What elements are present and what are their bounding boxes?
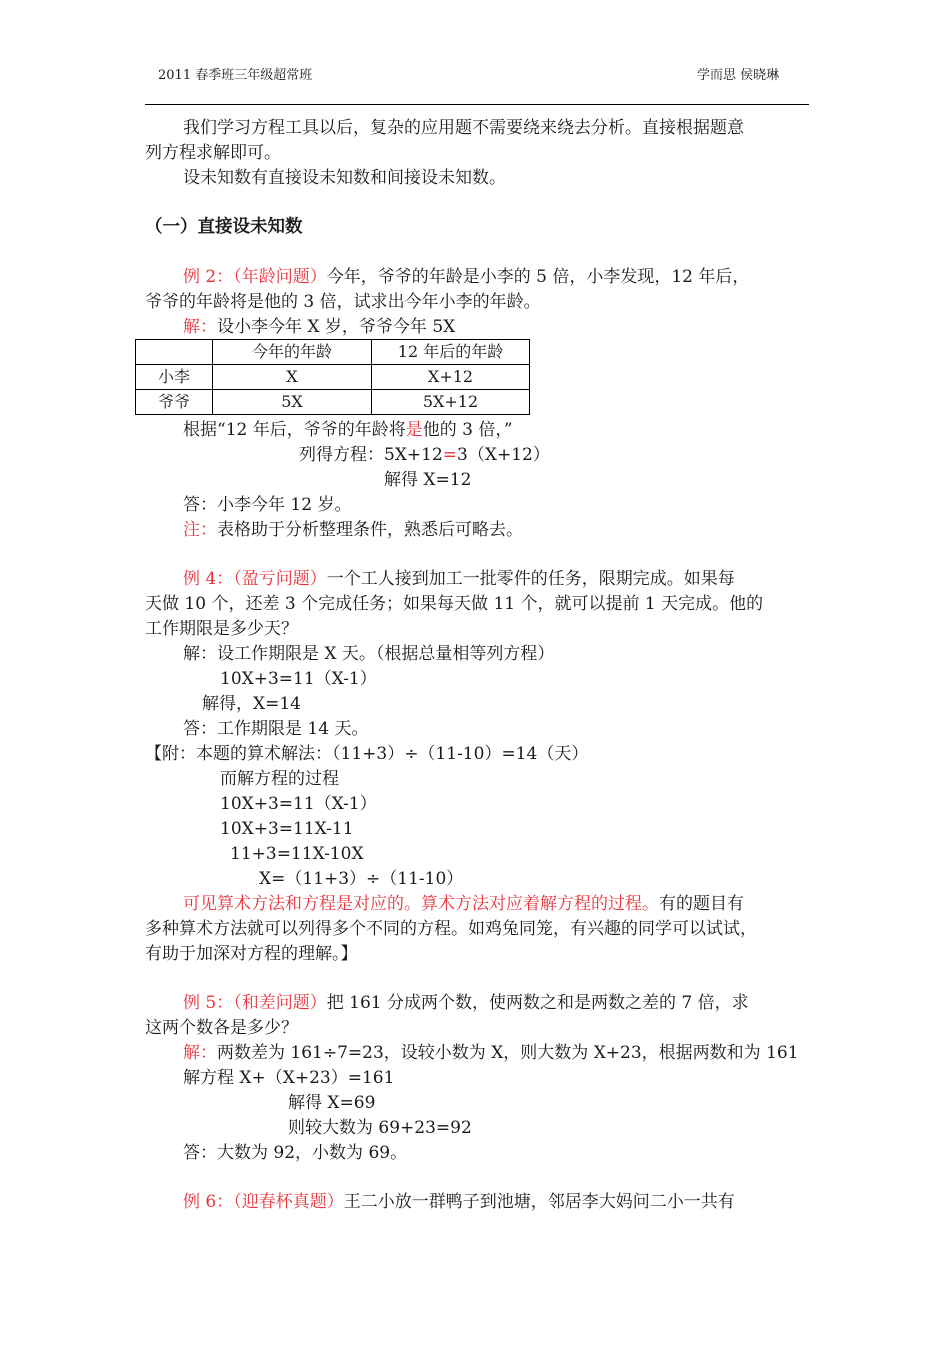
table-cell: 爷爷 xyxy=(136,390,213,415)
table-cell: 5X+12 xyxy=(372,390,530,415)
ex4-step2: 10X+3=11X-11 xyxy=(220,819,354,839)
ex2-answer: 答：小李今年 12 岁。 xyxy=(183,495,352,515)
ex2-eq-red: = xyxy=(442,445,458,465)
table-header-cell: 12 年后的年龄 xyxy=(372,340,530,365)
table-row xyxy=(136,390,530,415)
table-cell: X+12 xyxy=(372,365,530,390)
ex2-text1: 今年，爷爷的年龄是小李的 5 倍，小李发现，12 年后， xyxy=(326,267,750,287)
header-author: 学而思 侯晓琳 xyxy=(697,68,780,83)
ex2-eq-a: 列得方程：5X+12 xyxy=(299,445,443,465)
ex2-basis-a: 根据“12 年后，爷爷的年龄将 xyxy=(183,420,406,440)
ex2-note-text: 表格助于分析整理条件，熟悉后可略去。 xyxy=(217,520,523,540)
ex5-solution xyxy=(183,1041,799,1066)
table-row xyxy=(136,365,530,390)
intro-p1-line2: 列方程求解即可。 xyxy=(145,143,281,163)
ex4-equation: 10X+3=11（X-1） xyxy=(220,669,377,689)
ex4-conclusion-a: 有的题目有 xyxy=(659,894,744,914)
ex5-answer: 答：大数为 92，小数为 69。 xyxy=(183,1143,408,1163)
ex2-basis-b: 他的 3 倍，” xyxy=(422,420,513,440)
ex2-line1 xyxy=(183,265,749,290)
section-heading: （一）直接设未知数 xyxy=(145,217,303,237)
header-course: 2011 春季班三年级超常班 xyxy=(158,68,313,83)
ex5-line1 xyxy=(183,991,749,1016)
ex5-equation: 解方程 X+（X+23）=161 xyxy=(183,1068,395,1088)
ex4-text1: 一个工人接到加工一批零件的任务，限期完成。如果每 xyxy=(326,569,735,589)
table-cell: X xyxy=(213,365,372,390)
ex4-conclusion-red: 可见算术方法和方程是对应的。算术方法对应着解方程的过程。 xyxy=(183,894,659,914)
ex5-sol-label: 解： xyxy=(183,1043,217,1063)
ex4-line1 xyxy=(183,567,735,592)
intro-p1-line1: 我们学习方程工具以后，复杂的应用题不需要绕来绕去分析。直接根据题意 xyxy=(183,118,744,138)
ex5-text1: 把 161 分成两个数，使两数之和是两数之差的 7 倍，求 xyxy=(326,993,749,1013)
ex2-equation xyxy=(299,443,550,468)
ex5-solve: 解得 X=69 xyxy=(288,1093,376,1113)
intro-p2: 设未知数有直接设未知数和间接设未知数。 xyxy=(183,168,506,188)
ex4-label: 例 4：（盈亏问题） xyxy=(183,569,327,589)
ex2-note-label: 注： xyxy=(183,520,217,540)
header-divider xyxy=(145,104,809,105)
ex4-conclusion-line2: 多种算术方法就可以列得多个不同的方程。如鸡兔同笼，有兴趣的同学可以试试， xyxy=(145,919,757,939)
ex5-label: 例 5：（和差问题） xyxy=(183,993,327,1013)
ex5-text2: 这两个数各是多少？ xyxy=(145,1018,298,1038)
table-header-cell: 今年的年龄 xyxy=(213,340,372,365)
ex2-sol-text: 设小李今年 X 岁，爷爷今年 5X xyxy=(217,317,456,337)
ex2-solve: 解得 X=12 xyxy=(384,470,472,490)
ex4-process: 而解方程的过程 xyxy=(220,769,339,789)
ex4-text2: 天做 10 个，还差 3 个完成任务；如果每天做 11 个，就可以提前 1 天完成。他的 xyxy=(145,594,764,614)
table-cell: 小李 xyxy=(136,365,213,390)
ex4-solve: 解得，X=14 xyxy=(202,694,301,714)
table-header-cell xyxy=(136,340,213,365)
age-table xyxy=(135,339,530,415)
ex6-text1: 王二小放一群鸭子到池塘，邻居李大妈问二小一共有 xyxy=(343,1192,735,1212)
table-header-row xyxy=(136,340,530,365)
ex4-answer: 答：工作期限是 14 天。 xyxy=(183,719,369,739)
ex4-conclusion-line1 xyxy=(183,892,744,917)
ex5-larger: 则较大数为 69+23=92 xyxy=(288,1118,472,1138)
ex4-appendix: 【附：本题的算术解法：（11+3）÷（11-10）=14（天） xyxy=(145,744,589,764)
ex2-basis xyxy=(183,418,513,443)
ex2-eq-b: 3（X+12） xyxy=(457,445,550,465)
ex2-basis-red: 是 xyxy=(405,420,423,440)
ex4-conclusion-line3: 有助于加深对方程的理解。】 xyxy=(145,944,358,964)
ex4-text3: 工作期限是多少天？ xyxy=(145,619,298,639)
ex2-sol-label: 解： xyxy=(183,317,217,337)
ex4-step4: X=（11+3）÷（11-10） xyxy=(259,869,464,889)
ex2-note xyxy=(183,518,523,543)
ex2-text2: 爷爷的年龄将是他的 3 倍，试求出今年小李的年龄。 xyxy=(145,292,541,312)
table-cell: 5X xyxy=(213,390,372,415)
ex4-solution: 解：设工作期限是 X 天。（根据总量相等列方程） xyxy=(183,644,555,664)
ex2-solution xyxy=(183,315,455,340)
ex4-step3: 11+3=11X-10X xyxy=(230,844,364,864)
ex6-line1 xyxy=(183,1190,735,1215)
ex6-label: 例 6：（迎春杯真题） xyxy=(183,1192,344,1212)
ex2-label: 例 2：（年龄问题） xyxy=(183,267,327,287)
ex4-step1: 10X+3=11（X-1） xyxy=(220,794,377,814)
ex5-sol-text: 两数差为 161÷7=23，设较小数为 X，则大数为 X+23，根据两数和为 161 xyxy=(217,1043,799,1063)
